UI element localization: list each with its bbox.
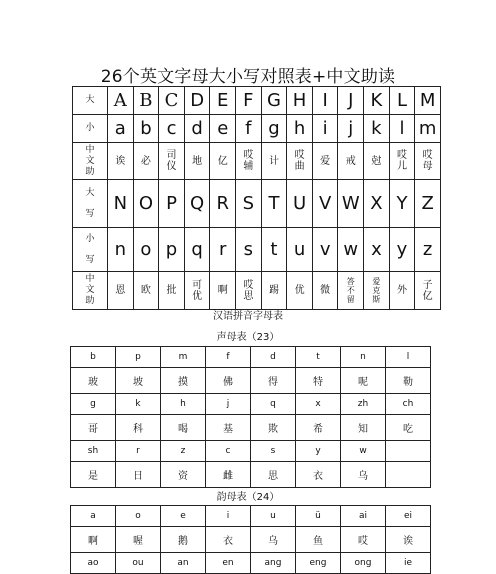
hanzi-cell: 是 (71, 462, 116, 488)
letter-cell: Z (415, 180, 441, 228)
chinese-reading-cell: 爱 (312, 143, 338, 180)
hanzi-row (71, 415, 431, 441)
letter-cell: q (184, 228, 210, 272)
pinyin-cell: g (71, 394, 116, 415)
hanzi-cell: 呢 (341, 368, 386, 394)
pinyin-cell: sh (71, 441, 116, 462)
letter-cell: s (236, 228, 262, 272)
letter-cell: g (261, 115, 287, 143)
chinese-reading-cell: 子 亿 (415, 272, 441, 310)
pinyin-cell: a (71, 506, 116, 527)
hanzi-cell: 知 (341, 415, 386, 441)
row-label: 中 文 助 (73, 272, 108, 310)
letter-cell: V (312, 180, 338, 228)
pinyin-cell: p (116, 347, 161, 368)
hanzi-cell (386, 462, 431, 488)
letter-cell: m (415, 115, 441, 143)
hanzi-row (71, 527, 431, 553)
pinyin-cell: ch (386, 394, 431, 415)
letter-cell: F (236, 87, 262, 115)
hanzi-cell: 资 (161, 462, 206, 488)
pinyin-cell: an (161, 553, 206, 574)
chinese-reading-cell: 地 (184, 143, 210, 180)
pinyin-cell: q (251, 394, 296, 415)
letter-cell: M (415, 87, 441, 115)
hanzi-cell: 摸 (161, 368, 206, 394)
pinyin-cell: m (161, 347, 206, 368)
letter-cell: J (338, 87, 364, 115)
pinyin-cell: c (206, 441, 251, 462)
chinese-reading-cell: 哎 思 (236, 272, 262, 310)
chinese-reading-cell: 微 (312, 272, 338, 310)
hanzi-cell: 吃 (386, 415, 431, 441)
letter-cell: k (364, 115, 390, 143)
alphabet-cn-row-1 (73, 143, 441, 180)
letter-cell: I (312, 87, 338, 115)
pinyin-cell: ei (386, 506, 431, 527)
letter-cell: D (184, 87, 210, 115)
chinese-reading-cell: 哎 辅 (236, 143, 262, 180)
hanzi-cell: 勒 (386, 368, 431, 394)
hanzi-cell: 衣 (296, 462, 341, 488)
hanzi-cell: 玻 (71, 368, 116, 394)
letter-cell: i (312, 115, 338, 143)
letter-cell: E (210, 87, 236, 115)
letter-cell: R (210, 180, 236, 228)
chinese-reading-cell: 恩 (108, 272, 134, 310)
letter-cell: K (364, 87, 390, 115)
shengmu-table (70, 346, 431, 488)
letter-cell: A (108, 87, 134, 115)
pinyin-cell: ou (116, 553, 161, 574)
chinese-reading-cell: 欧 (133, 272, 159, 310)
pinyin-cell: ü (296, 506, 341, 527)
chinese-reading-cell: 可 优 (184, 272, 210, 310)
alphabet-upper-row-2 (73, 180, 441, 228)
pinyin-heading: 汉语拼音字母表 (213, 311, 283, 322)
pinyin-cell: d (251, 347, 296, 368)
hanzi-row (71, 368, 431, 394)
letter-cell: y (389, 228, 415, 272)
hanzi-cell: 鹅 (161, 527, 206, 553)
letter-cell: O (133, 180, 159, 228)
pinyin-cell: l (386, 347, 431, 368)
letter-cell: d (184, 115, 210, 143)
chinese-reading-cell: 必 (133, 143, 159, 180)
letter-cell: S (236, 180, 262, 228)
hanzi-cell: 特 (296, 368, 341, 394)
letter-cell: u (287, 228, 313, 272)
pinyin-cell: f (206, 347, 251, 368)
shengmu-heading: 声母表（23） (216, 332, 280, 343)
letter-cell: f (236, 115, 262, 143)
row-label: 中 文 助 (73, 143, 108, 180)
chinese-reading-cell: 哎 儿 (389, 143, 415, 180)
chinese-reading-cell: 尅 (364, 143, 390, 180)
pinyin-cell: zh (341, 394, 386, 415)
letter-cell: n (108, 228, 134, 272)
pinyin-cell: h (161, 394, 206, 415)
hanzi-row (71, 462, 431, 488)
letter-cell: U (287, 180, 313, 228)
alphabet-lower-row-2 (73, 228, 441, 272)
chinese-reading-cell: 戒 (338, 143, 364, 180)
pinyin-cell (386, 441, 431, 462)
hanzi-cell: 科 (116, 415, 161, 441)
pinyin-cell: i (206, 506, 251, 527)
letter-cell: t (261, 228, 287, 272)
row-label: 大 (73, 87, 108, 115)
pinyin-cell: ai (341, 506, 386, 527)
hanzi-cell: 诶 (386, 527, 431, 553)
letter-cell: h (287, 115, 313, 143)
pinyin-cell: eng (296, 553, 341, 574)
hanzi-cell: 得 (251, 368, 296, 394)
chinese-reading-cell: 哎 母 (415, 143, 441, 180)
hanzi-cell: 乌 (251, 527, 296, 553)
letter-cell: L (389, 87, 415, 115)
alphabet-cn-row-2 (73, 272, 441, 310)
letter-cell: z (415, 228, 441, 272)
letter-cell: b (133, 115, 159, 143)
pinyin-cell: ong (341, 553, 386, 574)
pinyin-cell: e (161, 506, 206, 527)
pinyin-row (71, 506, 431, 527)
letter-cell: W (338, 180, 364, 228)
row-label: 小 (73, 115, 108, 143)
letter-cell: P (159, 180, 185, 228)
letter-cell: x (364, 228, 390, 272)
row-label: 大 写 (73, 180, 108, 228)
hanzi-cell: 日 (116, 462, 161, 488)
letter-cell: j (338, 115, 364, 143)
chinese-reading-cell: 踢 (261, 272, 287, 310)
pinyin-row (71, 347, 431, 368)
hanzi-cell: 喔 (116, 527, 161, 553)
letter-cell: w (338, 228, 364, 272)
pinyin-cell: j (206, 394, 251, 415)
hanzi-cell: 鱼 (296, 527, 341, 553)
chinese-reading-cell: 啊 (210, 272, 236, 310)
hanzi-cell: 哥 (71, 415, 116, 441)
letter-cell: B (133, 87, 159, 115)
letter-cell: v (312, 228, 338, 272)
chinese-reading-cell: 亿 (210, 143, 236, 180)
letter-cell: r (210, 228, 236, 272)
hanzi-cell: 欺 (251, 415, 296, 441)
alphabet-lower-row-1 (73, 115, 441, 143)
yunmu-heading: 韵母表（24） (216, 492, 280, 503)
alphabet-upper-row-1 (73, 87, 441, 115)
pinyin-cell: o (116, 506, 161, 527)
yunmu-table (70, 505, 431, 574)
pinyin-cell: s (251, 441, 296, 462)
chinese-reading-cell: 计 (261, 143, 287, 180)
letter-cell: a (108, 115, 134, 143)
hanzi-cell: 坡 (116, 368, 161, 394)
pinyin-cell: k (116, 394, 161, 415)
letter-cell: G (261, 87, 287, 115)
letter-cell: C (159, 87, 185, 115)
hanzi-cell: 佛 (206, 368, 251, 394)
letter-cell: l (389, 115, 415, 143)
hanzi-cell: 乌 (341, 462, 386, 488)
letter-cell: p (159, 228, 185, 272)
letter-cell: X (364, 180, 390, 228)
pinyin-cell: z (161, 441, 206, 462)
pinyin-cell: ao (71, 553, 116, 574)
pinyin-row (71, 441, 431, 462)
hanzi-cell: 希 (296, 415, 341, 441)
letter-cell: Q (184, 180, 210, 228)
pinyin-cell: y (296, 441, 341, 462)
hanzi-cell: 思 (251, 462, 296, 488)
chinese-reading-cell: 司 仪 (159, 143, 185, 180)
pinyin-cell: w (341, 441, 386, 462)
chinese-reading-cell: 批 (159, 272, 185, 310)
pinyin-cell: ie (386, 553, 431, 574)
chinese-reading-cell: 优 (287, 272, 313, 310)
pinyin-cell: t (296, 347, 341, 368)
pinyin-cell: ang (251, 553, 296, 574)
letter-cell: Y (389, 180, 415, 228)
letter-cell: N (108, 180, 134, 228)
hanzi-cell: 喝 (161, 415, 206, 441)
pinyin-cell: n (341, 347, 386, 368)
hanzi-cell: 衣 (206, 527, 251, 553)
alphabet-table (72, 86, 441, 310)
pinyin-cell: r (116, 441, 161, 462)
hanzi-cell: 雌 (206, 462, 251, 488)
row-label: 小 写 (73, 228, 108, 272)
hanzi-cell: 啊 (71, 527, 116, 553)
pinyin-cell: x (296, 394, 341, 415)
pinyin-cell: u (251, 506, 296, 527)
chinese-reading-cell: 爱 克 斯 (364, 272, 390, 310)
pinyin-cell: en (206, 553, 251, 574)
chinese-reading-cell: 诶 (108, 143, 134, 180)
chinese-reading-cell: 外 (389, 272, 415, 310)
pinyin-row (71, 394, 431, 415)
letter-cell: T (261, 180, 287, 228)
pinyin-row (71, 553, 431, 574)
chinese-reading-cell: 哎 曲 (287, 143, 313, 180)
letter-cell: o (133, 228, 159, 272)
page-title: 26个英文字母大小写对照表+中文助读 (100, 67, 396, 87)
hanzi-cell: 基 (206, 415, 251, 441)
pinyin-cell: b (71, 347, 116, 368)
chinese-reading-cell: 答 不 留 (338, 272, 364, 310)
letter-cell: c (159, 115, 185, 143)
hanzi-cell: 哎 (341, 527, 386, 553)
letter-cell: H (287, 87, 313, 115)
letter-cell: e (210, 115, 236, 143)
